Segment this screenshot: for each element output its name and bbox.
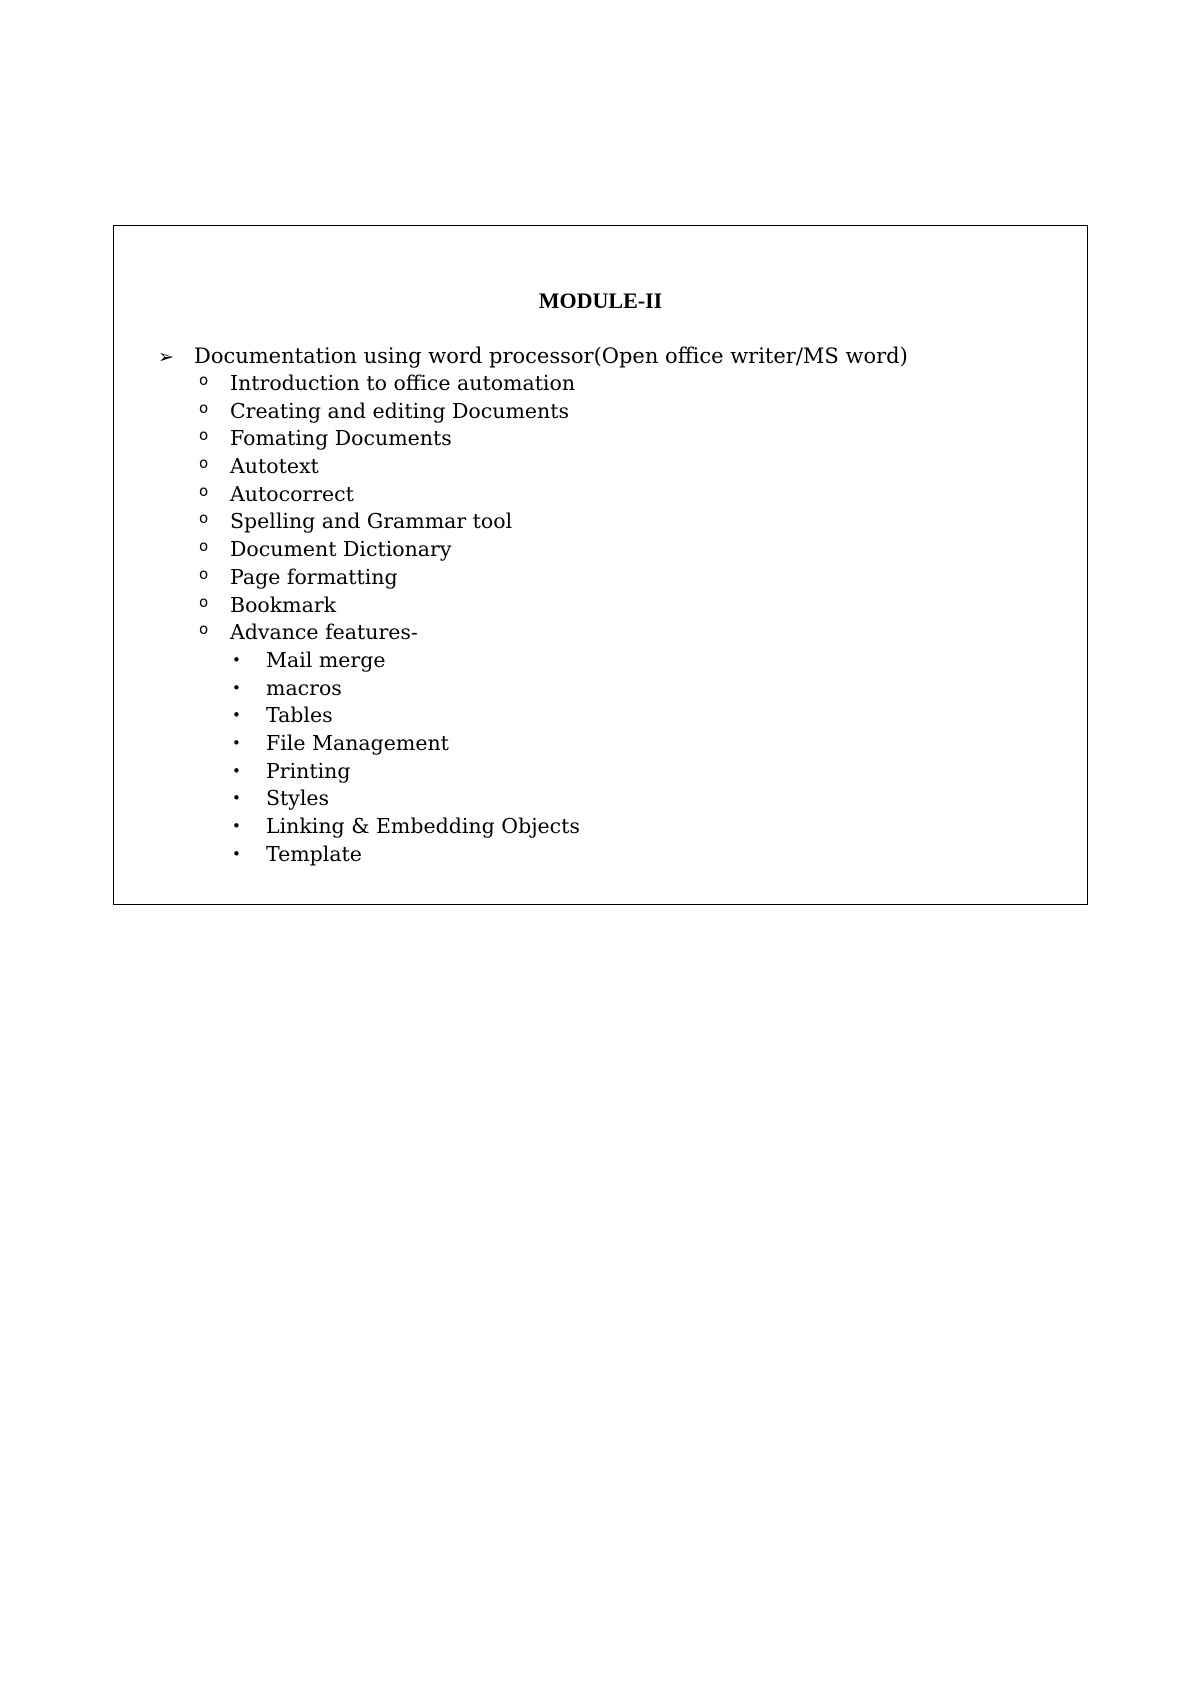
circle-bullet-icon: o [199, 620, 209, 639]
subtopic-item [114, 398, 580, 426]
item-text: macros [266, 675, 342, 700]
item-text: Document Dictionary [230, 537, 452, 562]
feature-item [114, 702, 580, 730]
item-text: Fomating Documents [230, 426, 452, 451]
subtopic-list [114, 370, 580, 868]
subtopic-item [114, 564, 580, 592]
item-text: Autotext [230, 454, 319, 479]
item-text: Mail merge [266, 647, 386, 672]
dot-bullet-icon: • [232, 761, 241, 780]
item-text: Page formatting [230, 564, 398, 589]
subtopic-item [114, 536, 580, 564]
subtopic-item [114, 453, 580, 481]
circle-bullet-icon: o [199, 592, 209, 611]
module-box [113, 225, 1088, 905]
item-text: File Management [266, 730, 449, 755]
item-text: Creating and editing Documents [230, 398, 569, 423]
feature-item [114, 647, 580, 675]
feature-item [114, 785, 580, 813]
dot-bullet-icon: • [232, 844, 241, 863]
feature-item [114, 813, 580, 841]
arrow-bullet-icon: ➢ [158, 346, 174, 368]
item-text: Linking & Embedding Objects [266, 814, 580, 838]
subtopic-item [114, 619, 580, 647]
item-text: Printing [266, 758, 351, 783]
dot-bullet-icon: • [232, 733, 241, 752]
dot-bullet-icon: • [232, 678, 241, 697]
subtopic-item [114, 592, 580, 620]
circle-bullet-icon: o [199, 564, 209, 583]
circle-bullet-icon: o [199, 371, 209, 389]
subtopic-item [114, 508, 580, 536]
feature-item [114, 675, 580, 703]
feature-item [114, 758, 580, 786]
dot-bullet-icon: • [232, 817, 241, 835]
circle-bullet-icon: o [199, 537, 209, 556]
item-text: Advance features- [230, 620, 418, 645]
subtopic-item [114, 481, 580, 509]
topic-text: Documentation using word processor(Open office writer/MS word) [194, 344, 908, 368]
item-text: Tables [266, 703, 333, 728]
item-text: Template [266, 841, 362, 866]
dot-bullet-icon: • [232, 706, 241, 725]
dot-bullet-icon: • [232, 789, 241, 808]
circle-bullet-icon: o [199, 481, 209, 500]
topic-item [158, 342, 908, 370]
circle-bullet-icon: o [199, 426, 209, 445]
item-text: Styles [266, 786, 330, 811]
feature-item [114, 730, 580, 758]
dot-bullet-icon: • [232, 650, 241, 669]
subtopic-item [114, 370, 580, 398]
item-text: Introduction to office automation [230, 371, 576, 395]
item-text: Bookmark [230, 592, 337, 617]
circle-bullet-icon: o [199, 454, 209, 473]
module-title: MODULE-II [538, 288, 663, 313]
circle-bullet-icon: o [199, 509, 209, 528]
item-text: Spelling and Grammar tool [230, 509, 513, 534]
feature-item [114, 841, 580, 869]
item-text: Autocorrect [230, 481, 354, 506]
subtopic-item [114, 425, 580, 453]
circle-bullet-icon: o [199, 398, 209, 417]
